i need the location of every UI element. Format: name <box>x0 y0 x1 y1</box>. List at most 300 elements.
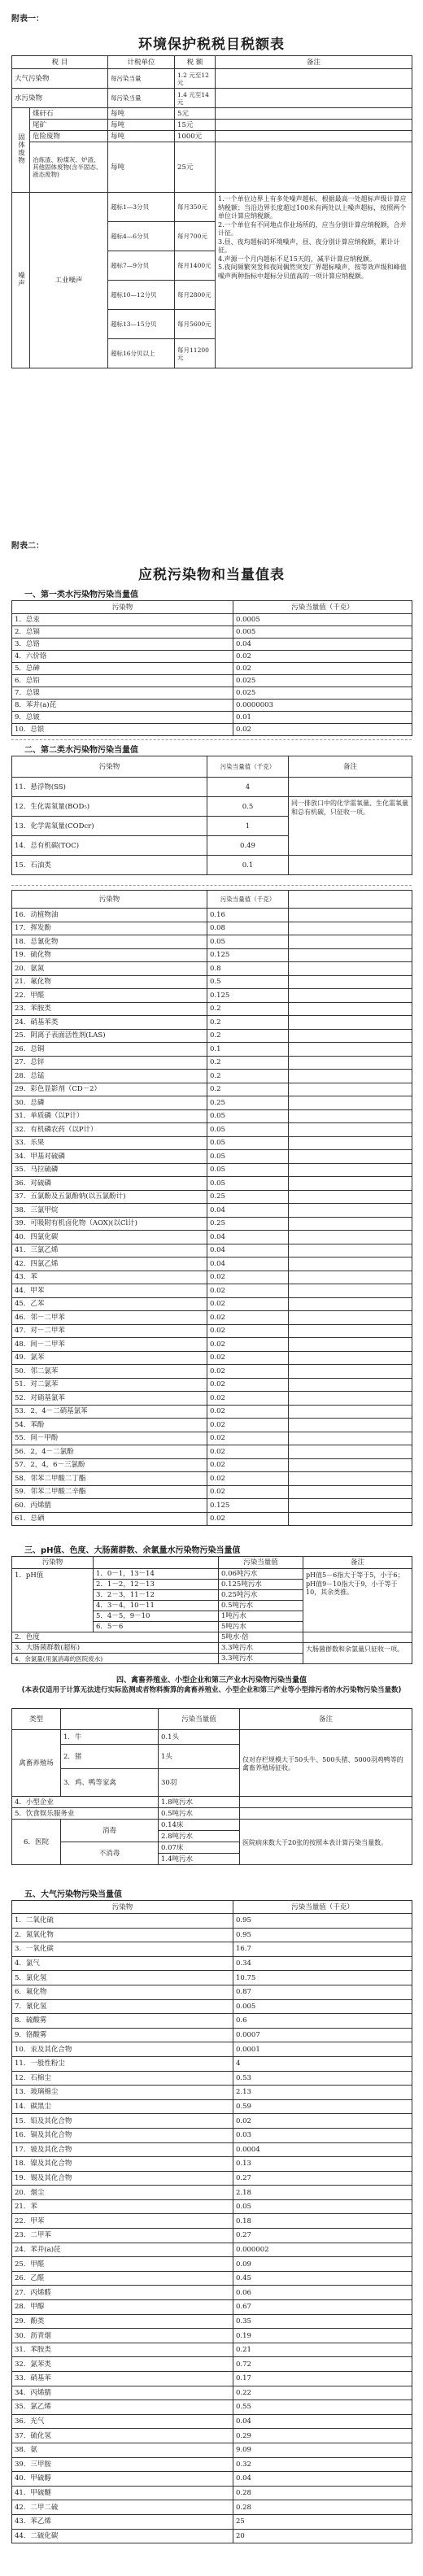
livestock-value: 0.1头 <box>159 1730 240 1745</box>
pollutant-value: 10.75 <box>233 1971 412 1985</box>
business-value: 0.5吨污水 <box>159 1808 240 1820</box>
pollutant-value: 0.2 <box>207 1070 289 1083</box>
hospital-mode: 消毒 <box>61 1820 159 1842</box>
pollutant-name: 30．沥青烟 <box>12 2329 233 2343</box>
table-row <box>12 2514 412 2529</box>
pollutant-name: 13．化学需氧量(CODcr) <box>12 817 207 836</box>
table-row <box>12 2014 412 2029</box>
pollutant-value: 0.05 <box>233 2199 412 2214</box>
section-3-title: 三、pH值、色度、大肠菌群数、余氯量水污染物污染当量值 <box>24 1546 241 1555</box>
table-row <box>12 1324 412 1338</box>
table-row <box>12 975 412 989</box>
header-equivalent: 污染当量值 <box>159 1709 240 1730</box>
table-row <box>12 2386 412 2400</box>
table-2-title: 应税污染物和当量值表 <box>138 567 285 583</box>
hospital-value: 1.4吨污水 <box>159 1854 240 1865</box>
pollutant-name: 52．对硝基氯苯 <box>12 1392 207 1406</box>
pollutant-name: 2．氮氧化物 <box>12 1928 233 1942</box>
tax-item-solid: 危险废物 <box>30 131 108 142</box>
pollutant-value: 0.13 <box>233 2157 412 2172</box>
header-type: 类型 <box>12 1709 61 1730</box>
second-class-water-table-b <box>11 890 412 1526</box>
pollutant-value: 16.7 <box>233 1942 412 1957</box>
pollutant-value: 0.02 <box>207 1512 289 1526</box>
noise-group: 噪声 <box>12 193 30 368</box>
pollutant-name: 57．2，4，6－三氯酚 <box>12 1458 207 1472</box>
pollutant-name: 45．乙苯 <box>12 1297 207 1311</box>
pollutant-name: 44．甲苯 <box>12 1284 207 1298</box>
table-row <box>12 935 412 949</box>
table-row <box>12 1190 412 1204</box>
table-row <box>12 1338 412 1352</box>
pollutant-value: 0.04 <box>207 1231 289 1244</box>
table-row <box>12 1445 412 1459</box>
pollutant-name: 19．硫化物 <box>12 948 207 962</box>
pollutant-name: 8．硫酸雾 <box>12 2014 233 2029</box>
business-type: 4．小型企业 <box>12 1797 159 1808</box>
table-row <box>12 909 412 922</box>
table-row <box>12 1928 412 1942</box>
table-row <box>12 1284 412 1298</box>
table-row <box>12 2486 412 2500</box>
pollutant-name: 53．2，4－二硝基氯苯 <box>12 1405 207 1419</box>
pollutant-value: 0.28 <box>233 2486 412 2500</box>
pollutant-value: 2.13 <box>233 2086 412 2100</box>
pollutant-name: 18．总氰化物 <box>12 935 207 949</box>
tax-item-solid: 尾矿 <box>30 120 108 131</box>
table-row <box>12 2443 412 2457</box>
section-5-title: 五、大气污染物污染当量值 <box>24 1890 122 1899</box>
table-row <box>12 2329 412 2343</box>
section-4-title: 四、禽畜养殖业、小型企业和第三产业水污染物污染当量值 <box>116 1676 307 1685</box>
table-row <box>12 2199 412 2214</box>
pollutant-value: 0.53 <box>233 2071 412 2086</box>
attachment-2-label: 附表二： <box>11 542 44 551</box>
header-equivalent: 污染当量值（千克） <box>207 891 289 909</box>
first-class-water-table <box>11 600 412 736</box>
table-row <box>12 2042 412 2057</box>
pollutant-value: 0.32 <box>233 2457 412 2472</box>
pollutant-name: 7．氰化氢 <box>12 1999 233 2014</box>
table-row <box>12 2128 412 2142</box>
table-row <box>12 2028 412 2042</box>
pollutant-name: 44．二硫化碳 <box>12 2529 233 2543</box>
color-label: 2．色度 <box>12 1632 219 1643</box>
pollutant-value: 0.02 <box>233 651 412 663</box>
pollutant-value: 0.125 <box>207 948 289 962</box>
table-row <box>12 1351 412 1365</box>
noise-notes: 1.一个单位边界上有多处噪声超标，根据最高一处超标声级计算应纳税额；当沿边界长度超过100米有两处以上噪声超标，按照两个单位计算应纳税额。 2.一个单位有不同地点作业场所的，应当分别计算应纳税额，合并计征。 3.昼、夜均超标的环境噪声，昼、夜分别计算应纳税额，累计计征。 4.声源一个月内超标不足15天的，减半计算应纳税额。 5.夜间频繁突发和夜间偶然突发厂界超标噪声，按等效声级和峰值噪声两种指标中超标分贝值高的一项计算应纳税额。 <box>216 193 412 368</box>
noise-level: 超标4—6分贝 <box>108 222 175 251</box>
pollutant-name: 34．丙烯腈 <box>12 2386 233 2400</box>
pollutant-name: 14．碳黑尘 <box>12 2099 233 2114</box>
pollutant-value: 0.8 <box>207 962 289 976</box>
noise-amount: 每月700元 <box>175 222 216 251</box>
table-row <box>12 1999 412 2014</box>
hospital-label: 6．医院 <box>12 1820 61 1865</box>
table-row <box>12 2099 412 2114</box>
pollutant-name: 32．有机磷农药（以P计） <box>12 1123 207 1137</box>
pollutant-value: 0.6 <box>233 2014 412 2029</box>
pollutant-name: 37．五氯酚及五氯酚钠(以五氯酚计) <box>12 1190 207 1204</box>
pollutant-value: 0.17 <box>233 2372 412 2386</box>
pollutant-value: 0.02 <box>207 1338 289 1352</box>
pollutant-name: 23．苯胺类 <box>12 1002 207 1016</box>
pollutant-name: 21．氟化物 <box>12 975 207 989</box>
pollutant-name: 42．二甲二硫 <box>12 2500 233 2515</box>
header-note: 备注 <box>289 756 412 778</box>
pollutant-value: 0.04 <box>233 2472 412 2487</box>
pollutant-name: 39．三甲胺 <box>12 2457 233 2472</box>
table-row <box>12 2357 412 2372</box>
tax-amount-water: 1.4 元至14元 <box>175 89 216 108</box>
pollutant-name: 12．石棉尘 <box>12 2071 233 2086</box>
pollutant-name: 20．氨氮 <box>12 962 207 976</box>
header-item: 税 目 <box>12 56 108 69</box>
noise-level: 超标13—15分贝 <box>108 310 175 339</box>
pollutant-value: 0.08 <box>207 922 289 935</box>
tax-amount-solid: 5元 <box>175 108 216 120</box>
table-row <box>12 1231 412 1244</box>
pollutant-value: 0.02 <box>207 1485 289 1499</box>
pollutant-name: 35．马拉硫磷 <box>12 1163 207 1177</box>
pollutant-name: 15．铅及其化合物 <box>12 2114 233 2129</box>
table-row <box>12 1150 412 1164</box>
ph-value: 5吨污水 <box>219 1622 303 1632</box>
ph-range: 2．1－2，12－13 <box>94 1580 219 1590</box>
pollutant-name: 4．氯气 <box>12 1956 233 1971</box>
ph-color-table <box>11 1556 412 1664</box>
table-row <box>12 2229 412 2243</box>
header-note: 备注 <box>216 56 412 69</box>
pollutant-name: 22．甲醛 <box>12 989 207 1003</box>
table-row <box>12 1499 412 1513</box>
pollutant-name: 8．苯并(a)芘 <box>12 700 233 712</box>
pollutant-value: 0.95 <box>233 1914 412 1929</box>
hospital-note: 医院病床数大于20张的按照本表计算污染当量数。 <box>240 1820 412 1865</box>
table-row <box>12 2314 412 2329</box>
table-row <box>12 922 412 935</box>
table-row <box>12 2472 412 2487</box>
pollutant-name: 28．甲醇 <box>12 2300 233 2315</box>
pollutant-value: 0.02 <box>207 1432 289 1445</box>
divider <box>11 739 412 740</box>
pollutant-value: 2.18 <box>233 2186 412 2200</box>
pollutant-value: 0.02 <box>207 1419 289 1432</box>
pollutant-value: 0.67 <box>233 2300 412 2315</box>
pollutant-name: 32．氯苯类 <box>12 2357 233 2372</box>
table-row <box>12 2056 412 2071</box>
pollutant-name: 2．总镉 <box>12 626 233 639</box>
table-row <box>12 1257 412 1271</box>
noise-level: 超标16分贝以上 <box>108 339 175 368</box>
noise-item: 工业噪声 <box>30 193 108 368</box>
cod-note: 同一排放口中的化学需氧量、生化需氧量和总有机碳，只征收一项。 <box>289 797 412 856</box>
table-row <box>12 1070 412 1083</box>
pollutant-value: 0.03 <box>233 2128 412 2142</box>
pollutant-name: 38．氨 <box>12 2443 233 2457</box>
header-pollutant: 污染物 <box>12 1901 233 1914</box>
pollutant-value: 4 <box>233 2056 412 2071</box>
pollutant-value: 0.2 <box>207 1002 289 1016</box>
table-row <box>12 1311 412 1325</box>
livestock-type: 2．猪 <box>61 1745 159 1769</box>
tax-rate-table <box>11 55 412 368</box>
header-unit: 计税单位 <box>108 56 175 69</box>
pollutant-value: 0.21 <box>233 2343 412 2357</box>
table-row <box>12 2186 412 2200</box>
pollutant-value: 1 <box>207 817 289 836</box>
attachment-1-label: 附表一： <box>11 15 44 24</box>
pollutant-value: 0.05 <box>207 935 289 949</box>
pollutant-name: 18．镍及其化合物 <box>12 2157 233 2172</box>
table-row <box>12 2214 412 2229</box>
pollutant-value: 0.02 <box>233 2114 412 2129</box>
ph-note: pH值5－6指大于等于5，小于6；pH值9－10指大于9，小于等于10，其余类推。 <box>303 1569 412 1632</box>
pollutant-value: 0.04 <box>233 639 412 651</box>
pollutant-name: 31．苯胺类 <box>12 2343 233 2357</box>
table-row <box>12 1136 412 1150</box>
business-type: 5．饮食娱乐服务业 <box>12 1808 159 1820</box>
noise-level: 超标1—3分贝 <box>108 193 175 222</box>
table-row <box>12 1419 412 1432</box>
livestock-value: 30羽 <box>159 1769 240 1797</box>
table-row <box>12 2457 412 2472</box>
table-row <box>12 1297 412 1311</box>
header-amount: 税 额 <box>175 56 216 69</box>
pollutant-value: 9.09 <box>233 2443 412 2457</box>
pollutant-name: 5．总砷 <box>12 663 233 675</box>
ph-range: 1．0－1，13－14 <box>94 1569 219 1580</box>
header-equivalent: 污染当量值（千克） <box>233 1901 412 1914</box>
coliform-label: 3．大肠菌群数(超标) <box>12 1643 219 1654</box>
section-2-title: 二、第二类水污染物污染当量值 <box>24 746 138 755</box>
pollutant-name: 6．氟化物 <box>12 1985 233 1999</box>
pollutant-name: 5．氯化氢 <box>12 1971 233 1985</box>
noise-amount: 每月350元 <box>175 193 216 222</box>
pollutant-value: 25 <box>233 2514 412 2529</box>
noise-amount: 每月2800元 <box>175 281 216 310</box>
pollutant-name: 42．四氯乙烯 <box>12 1257 207 1271</box>
pollutant-name: 40．四氯化碳 <box>12 1231 207 1244</box>
pollutant-value: 0.0007 <box>233 2028 412 2042</box>
pollutant-name: 59．邻苯二甲酸二辛酯 <box>12 1485 207 1499</box>
pollutant-name: 15．石油类 <box>12 856 207 875</box>
table-row <box>12 1392 412 1406</box>
ph-label: 1．pH值 <box>12 1569 94 1632</box>
table-row <box>12 2414 412 2429</box>
table-row <box>12 2300 412 2315</box>
pollutant-value: 0.19 <box>233 2329 412 2343</box>
second-class-water-table-a <box>11 756 412 875</box>
pollutant-value: 0.45 <box>233 2271 412 2286</box>
pollutant-name: 48．间－二甲苯 <box>12 1338 207 1352</box>
table-1-title: 环境保护税税目税额表 <box>138 37 285 53</box>
air-pollutant-table <box>11 1900 412 2543</box>
tax-item-solid: 煤矸石 <box>30 108 108 120</box>
pollutant-value: 0.000002 <box>233 2243 412 2257</box>
pollutant-value: 0.87 <box>233 1985 412 1999</box>
ph-range: 4．3－4，10－11 <box>94 1601 219 1611</box>
pollutant-name: 17．铍及其化合物 <box>12 2142 233 2157</box>
table-row <box>12 2243 412 2257</box>
pollutant-name: 29．彩色显影剂（CD－2） <box>12 1083 207 1096</box>
pollutant-value: 0.25 <box>207 1096 289 1110</box>
table-row <box>12 1378 412 1392</box>
table-row <box>12 1109 412 1123</box>
header-equivalent: 污染当量值（千克） <box>207 756 289 778</box>
pollutant-value: 0.02 <box>207 1392 289 1406</box>
pollutant-name: 27．丙烯醛 <box>12 2286 233 2300</box>
tax-unit-solid: 每吨 <box>108 131 175 142</box>
pollutant-value: 0.125 <box>207 989 289 1003</box>
table-row <box>12 962 412 976</box>
noise-level: 超标10—12分贝 <box>108 281 175 310</box>
pollutant-name: 27．总锌 <box>12 1056 207 1070</box>
coliform-value: 3.3吨污水 <box>219 1643 303 1654</box>
table-row <box>12 2400 412 2415</box>
pollutant-name: 24．苯并(a)芘 <box>12 2243 233 2257</box>
tax-amount-solid: 25元 <box>175 142 216 193</box>
pollutant-value: 0.2 <box>207 1029 289 1043</box>
hospital-mode: 不消毒 <box>61 1842 159 1865</box>
pollutant-name: 43．苯 <box>12 1271 207 1284</box>
pollutant-name: 25．甲醛 <box>12 2257 233 2272</box>
table-row <box>12 948 412 962</box>
pollutant-name: 58．邻苯二甲酸二丁酯 <box>12 1472 207 1486</box>
pollutant-name: 14．总有机碳(TOC) <box>12 836 207 856</box>
pollutant-value: 0.2 <box>207 1016 289 1030</box>
table-row <box>12 1472 412 1486</box>
ph-value: 0.25吨污水 <box>219 1590 303 1601</box>
table-row <box>12 2171 412 2186</box>
table-row <box>12 2086 412 2100</box>
divider <box>11 885 412 886</box>
pollutant-value: 0.0000003 <box>233 700 412 712</box>
table-row <box>12 639 412 651</box>
pollutant-value: 20 <box>233 2529 412 2543</box>
table-row <box>12 2271 412 2286</box>
pollutant-value: 0.22 <box>233 2386 412 2400</box>
pollutant-name: 36．对硫磷 <box>12 1177 207 1191</box>
pollutant-value: 0.27 <box>233 2171 412 2186</box>
pollutant-value: 0.02 <box>207 1284 289 1298</box>
table-row <box>12 1956 412 1971</box>
pollutant-name: 43．苯乙烯 <box>12 2514 233 2529</box>
pollutant-value: 0.05 <box>207 1177 289 1191</box>
table-row <box>12 651 412 663</box>
table-row <box>12 1971 412 1985</box>
tax-unit-water: 每污染当量 <box>108 89 175 108</box>
livestock-value: 1头 <box>159 1745 240 1769</box>
table-row <box>12 1177 412 1191</box>
pollutant-value: 0.49 <box>207 836 289 856</box>
livestock-table <box>11 1708 412 1865</box>
ph-value: 1吨污水 <box>219 1611 303 1622</box>
pollutant-value: 0.04 <box>207 1257 289 1271</box>
pollutant-value: 0.25 <box>207 1190 289 1204</box>
pollutant-name: 55．间－甲酚 <box>12 1432 207 1445</box>
table-row <box>12 989 412 1003</box>
pollutant-name: 34．甲基对硫磷 <box>12 1150 207 1164</box>
tax-amount-solid: 1000元 <box>175 131 216 142</box>
ph-value: 0.06吨污水 <box>219 1569 303 1580</box>
pollutant-name: 37．硫化氢 <box>12 2429 233 2443</box>
pollutant-value: 0.02 <box>207 1405 289 1419</box>
livestock-note: 仅对存栏规模大于50头牛、500头猪、5000羽鸡鸭等的禽畜养殖场征收。 <box>240 1730 412 1797</box>
noise-level: 超标7—9分贝 <box>108 251 175 281</box>
tax-amount-solid: 15元 <box>175 120 216 131</box>
pollutant-value: 0.04 <box>207 1204 289 1218</box>
table-row <box>12 626 412 639</box>
pollutant-name: 61．总硒 <box>12 1512 207 1526</box>
pollutant-name: 13．玻璃棉尘 <box>12 2086 233 2100</box>
pollutant-name: 10．总银 <box>12 724 233 736</box>
pollutant-name: 25．阴离子表面活性剂(LAS) <box>12 1029 207 1043</box>
pollutant-name: 3．总铬 <box>12 639 233 651</box>
pollutant-name: 47．对－二甲苯 <box>12 1324 207 1338</box>
pollutant-value: 0.59 <box>233 2099 412 2114</box>
table-row <box>12 712 412 724</box>
pollutant-value: 0.05 <box>207 1109 289 1123</box>
hospital-value: 0.14床 <box>159 1820 240 1831</box>
pollutant-value: 0.0001 <box>233 2042 412 2057</box>
pollutant-value: 0.02 <box>207 1297 289 1311</box>
table-row <box>12 614 412 626</box>
tax-item-air: 大气污染物 <box>12 69 108 89</box>
pollutant-name: 9．总铍 <box>12 712 233 724</box>
table-row <box>12 1942 412 1957</box>
pollutant-name: 17．挥发酚 <box>12 922 207 935</box>
pollutant-value: 0.125 <box>207 1499 289 1513</box>
hospital-value: 2.8吨污水 <box>159 1831 240 1842</box>
header-pollutant: 污染物 <box>12 891 207 909</box>
pollutant-name: 1．总汞 <box>12 614 233 626</box>
table-row <box>12 1405 412 1419</box>
pollutant-value: 0.02 <box>207 1311 289 1325</box>
table-row <box>12 2429 412 2443</box>
pollutant-value: 0.02 <box>207 1351 289 1365</box>
pollutant-name: 31．单质磷（以P计） <box>12 1109 207 1123</box>
table-row <box>12 1002 412 1016</box>
table-row <box>12 2500 412 2515</box>
tax-unit-air: 每污染当量 <box>108 69 175 89</box>
table-row <box>12 1056 412 1070</box>
coliform-note: 大肠菌群数和余氯量只征收一项。 <box>303 1643 412 1664</box>
tax-unit-solid: 每吨 <box>108 120 175 131</box>
ph-range: 3．2－3，11－12 <box>94 1590 219 1601</box>
pollutant-value: 0.72 <box>233 2357 412 2372</box>
pollutant-name: 51．对二氯苯 <box>12 1378 207 1392</box>
pollutant-name: 23．二甲苯 <box>12 2229 233 2243</box>
header-pollutant: 污染物 <box>12 756 207 778</box>
section-1-title: 一、第一类水污染物污染当量值 <box>24 591 138 599</box>
pollutant-value: 0.04 <box>233 2414 412 2429</box>
business-value: 1.8吨污水 <box>159 1797 240 1808</box>
pollutant-name: 26．总铜 <box>12 1043 207 1057</box>
pollutant-name: 35．氯乙烯 <box>12 2400 233 2415</box>
chlorine-value: 3.3吨污水 <box>219 1654 303 1664</box>
tax-item-water: 水污染物 <box>12 89 108 108</box>
table-row <box>12 2071 412 2086</box>
pollutant-name: 11．悬浮物(SS) <box>12 778 207 797</box>
table-row <box>12 1083 412 1096</box>
pollutant-value: 0.02 <box>207 1365 289 1379</box>
hospital-value: 0.07床 <box>159 1842 240 1854</box>
pollutant-value: 0.2 <box>207 1056 289 1070</box>
livestock-type: 1．牛 <box>61 1730 159 1745</box>
table-row <box>12 1458 412 1472</box>
